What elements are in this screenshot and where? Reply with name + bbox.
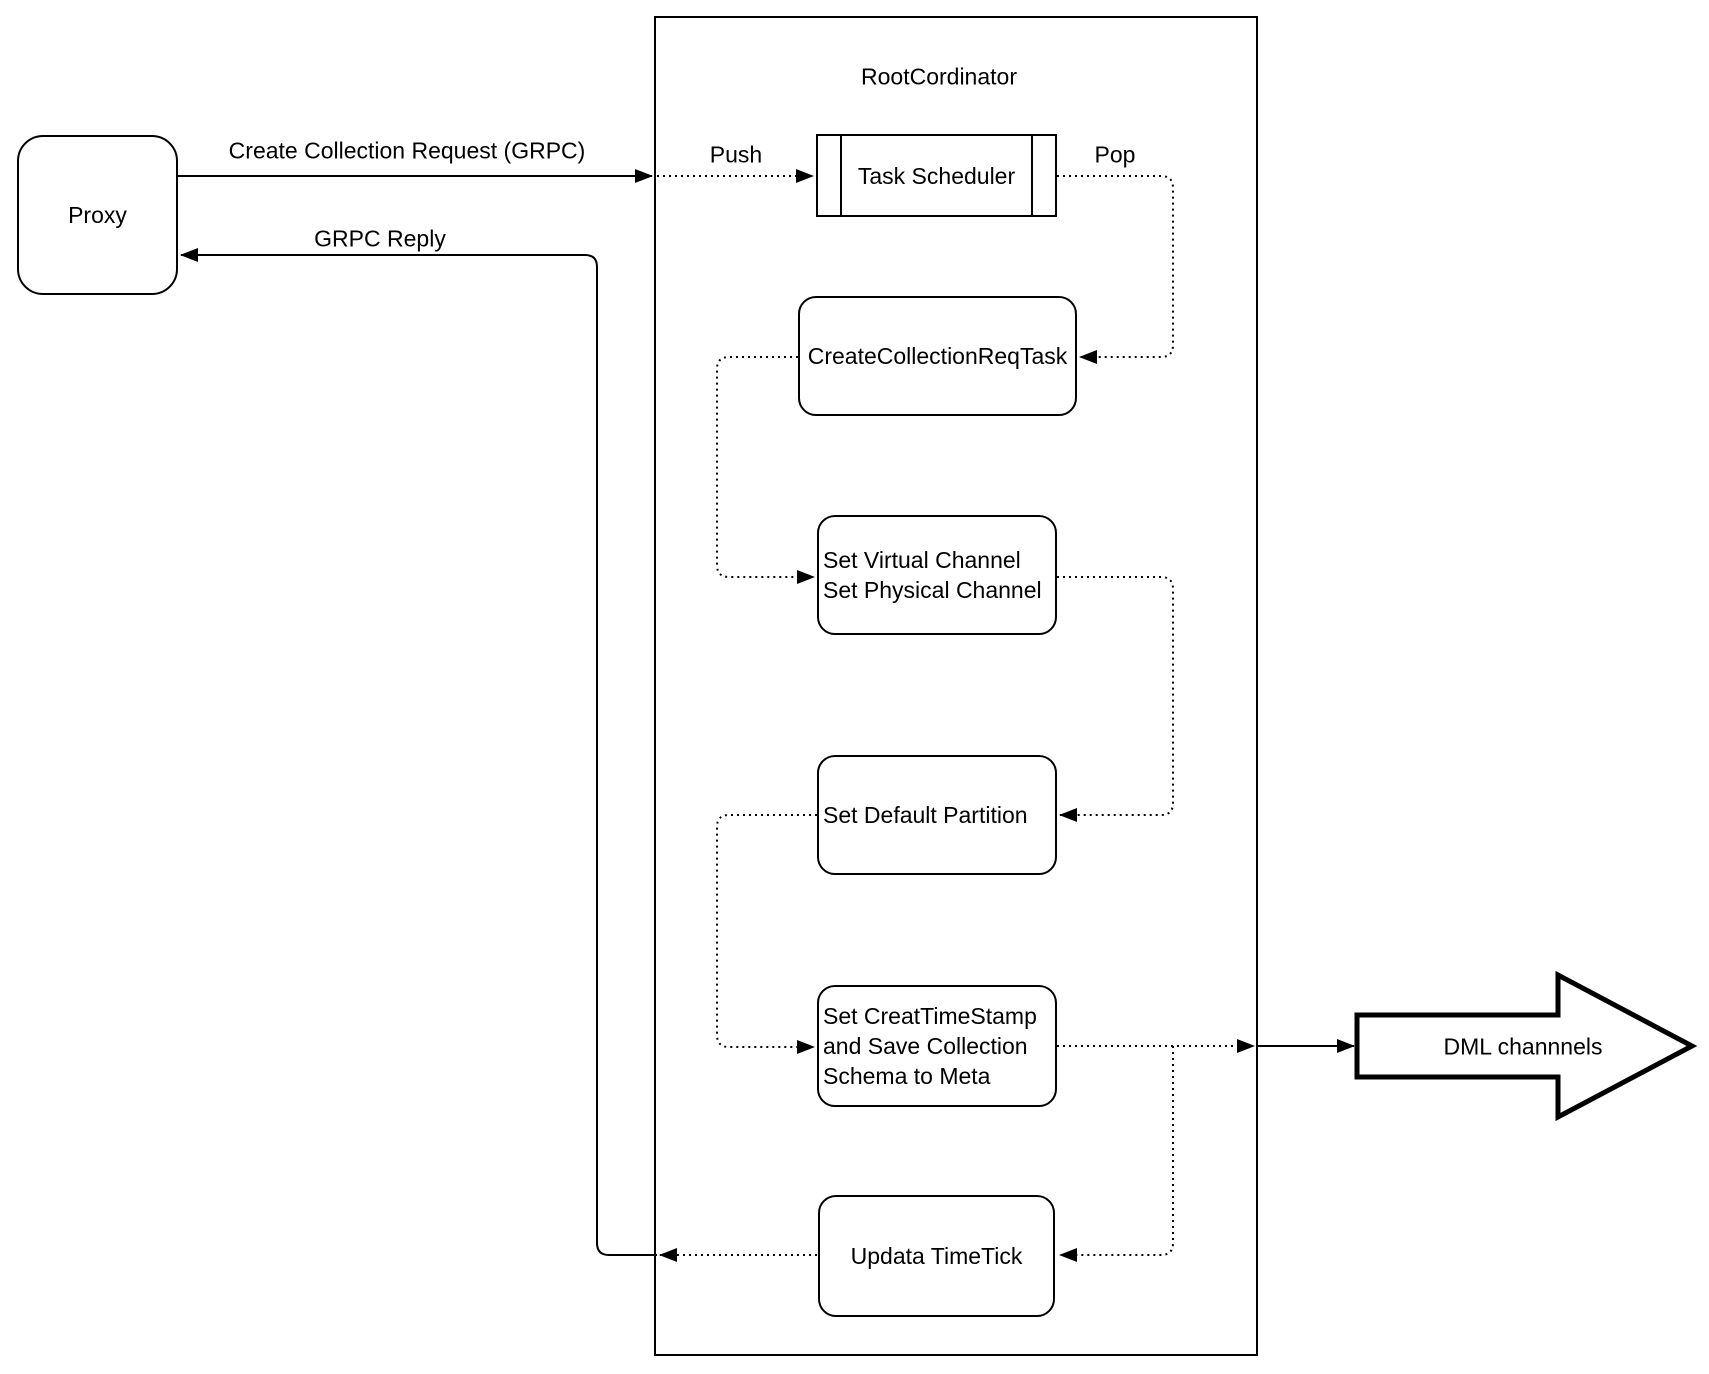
task-scheduler-left-bar [840,136,842,215]
set-creat-timestamp-node [817,985,1057,1107]
set-default-partition-node [817,755,1057,875]
grpc-reply-label: GRPC Reply [314,225,446,252]
dml-channels-label: DML channnels [1443,1033,1603,1060]
edge-partition-to-timestamp [717,815,817,1047]
set-creat-timestamp-line3: Schema to Meta [823,1063,991,1089]
edge-channels-to-partition [1057,577,1173,815]
rootcoordinator-container [655,17,1257,1355]
updata-timetick-label: Updata TimeTick [850,1243,1023,1269]
set-channels-node [817,515,1057,635]
set-creat-timestamp-line1: Set CreatTimeStamp [823,1003,1037,1029]
set-default-partition-label: Set Default Partition [823,802,1028,828]
pop-label: Pop [1094,141,1136,168]
set-creat-timestamp-line2: and Save Collection [823,1033,1028,1059]
proxy-label: Proxy [68,202,127,228]
create-collection-request-label: Create Collection Request (GRPC) [228,137,586,164]
create-collection-req-task-label: CreateCollectionReqTask [807,343,1068,369]
task-scheduler-label: Task Scheduler [857,162,1016,189]
updata-timetick-node [818,1195,1055,1317]
task-scheduler-right-bar [1031,136,1033,215]
create-collection-req-task-node [798,296,1077,416]
push-label: Push [709,141,763,168]
edge-grpc-reply [181,255,657,1255]
edge-timestamp-to-timetick [1060,1046,1173,1255]
task-scheduler-node [816,134,1057,217]
rootcoordinator-title: RootCordinator [861,63,1017,90]
set-channels-line1: Set Virtual Channel [823,547,1021,573]
proxy-node [17,135,178,295]
set-channels-line2: Set Physical Channel [823,577,1042,603]
